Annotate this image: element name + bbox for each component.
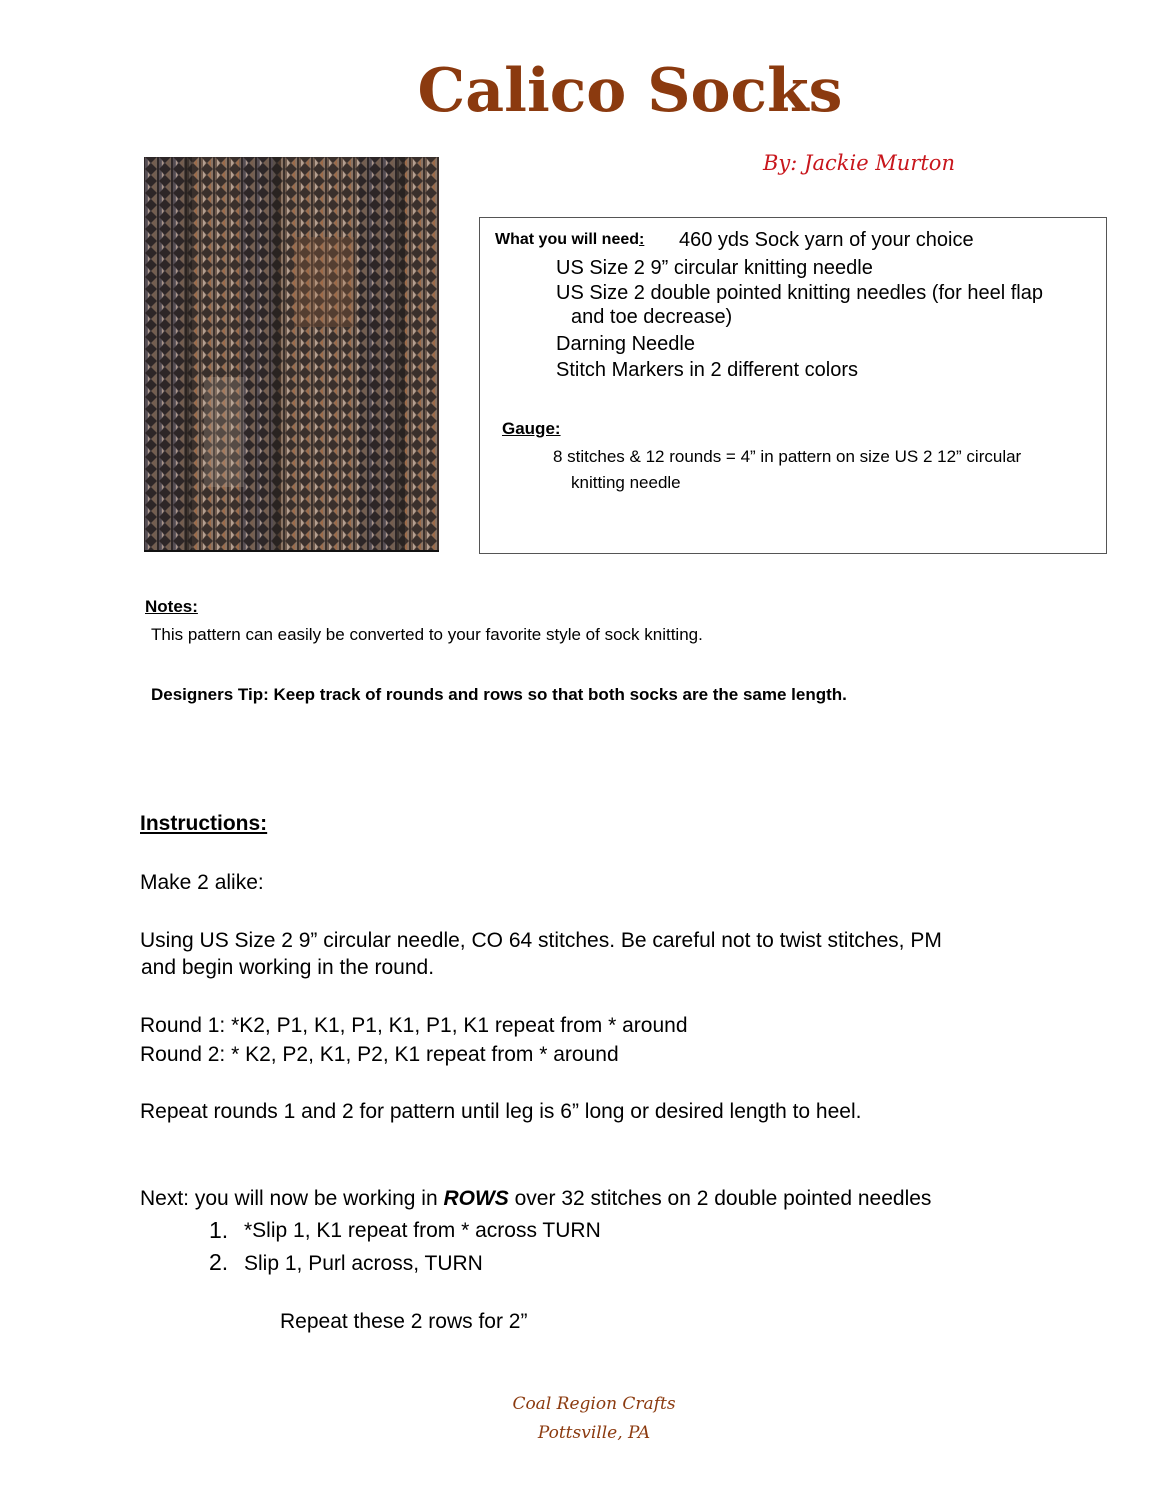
- cast-on-line-1: Using US Size 2 9” circular needle, CO 64 stitches. Be careful not to twist stitches, PM: [140, 929, 942, 952]
- material-dpn-needles: US Size 2 double pointed knitting needles (for heel flap: [556, 282, 1043, 304]
- materials-label: What you will need:: [495, 231, 645, 248]
- notes-text: This pattern can easily be converted to your favorite style of sock knitting.: [151, 625, 703, 644]
- instructions-heading: Instructions:: [140, 812, 268, 835]
- make-two-alike: Make 2 alike:: [140, 871, 264, 894]
- gauge-line-2: knitting needle: [571, 473, 681, 492]
- round-1: Round 1: *K2, P1, K1, P1, K1, P1, K1 repeat from * around: [140, 1014, 688, 1037]
- material-darning-needle: Darning Needle: [556, 333, 695, 355]
- material-stitch-markers: Stitch Markers in 2 different colors: [556, 359, 858, 381]
- gauge-label: Gauge:: [502, 419, 561, 438]
- material-circular-needle: US Size 2 9” circular knitting needle: [556, 257, 873, 279]
- page-title: Calico Socks: [417, 56, 843, 126]
- step-2-number: 2.: [209, 1249, 229, 1275]
- footer-shop-name: Coal Region Crafts: [512, 1394, 676, 1414]
- repeat-rows: Repeat these 2 rows for 2”: [280, 1310, 528, 1333]
- material-yarn: 460 yds Sock yarn of your choice: [679, 229, 974, 251]
- gauge-line-1: 8 stitches & 12 rounds = 4” in pattern on size US 2 12” circular: [553, 447, 1022, 466]
- cast-on-line-2: and begin working in the round.: [141, 956, 435, 979]
- footer-location: Pottsville, PA: [537, 1423, 651, 1443]
- next-rows-line: Next: you will now be working in ROWS over 32 stitches on 2 double pointed needles: [140, 1187, 932, 1210]
- designers-tip: Designers Tip: Keep track of rounds and rows so that both socks are the same length.: [151, 685, 847, 704]
- step-1-text: *Slip 1, K1 repeat from * across TURN: [244, 1219, 601, 1242]
- repeat-rounds: Repeat rounds 1 and 2 for pattern until leg is 6” long or desired length to heel.: [140, 1100, 862, 1123]
- step-2-text: Slip 1, Purl across, TURN: [244, 1252, 483, 1275]
- round-2: Round 2: * K2, P2, K1, P2, K1 repeat from * around: [140, 1043, 619, 1066]
- author-byline: By: Jackie Murton: [763, 151, 955, 175]
- step-1-number: 1.: [209, 1217, 229, 1243]
- material-dpn-needles-cont: and toe decrease): [571, 306, 733, 328]
- notes-label: Notes:: [145, 597, 198, 616]
- knitted-sock-photo: [144, 157, 439, 552]
